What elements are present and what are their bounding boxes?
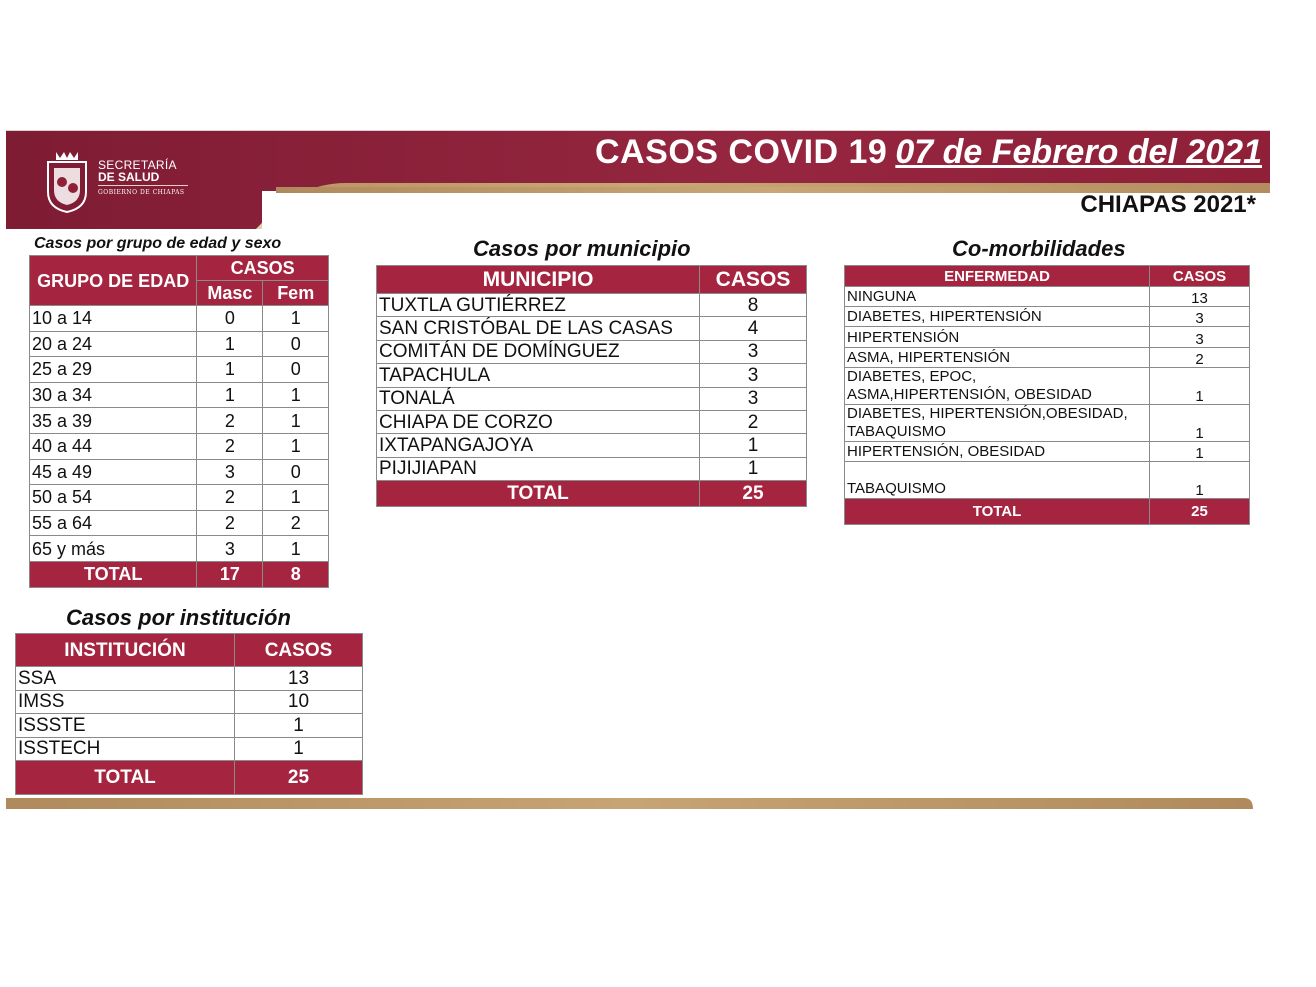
age-group-cell: 65 y más [30,536,197,562]
mun-total-cases: 25 [700,481,807,507]
age-masc-cell: 2 [197,485,263,511]
comorbilidades-table [844,265,1250,525]
institucion-row [16,714,363,738]
municipio-cases-cell: 1 [700,457,807,480]
institucion-row [16,737,363,761]
header-banner [6,130,1270,229]
age-row [30,357,329,383]
age-masc-cell: 1 [197,357,263,383]
age-fem-cell: 1 [263,382,329,408]
age-table-body [30,306,329,562]
secretaria-de-salud-logo [42,148,242,218]
age-header-cases: CASOS [197,256,329,281]
comorbilidad-name-line [847,462,1147,480]
ins-total-label: TOTAL [16,761,235,795]
institucion-row [16,690,363,714]
comorbilidad-name-cell [845,441,1150,461]
age-row [30,510,329,536]
age-group-cell: 40 a 44 [30,433,197,459]
municipio-name-cell: TUXTLA GUTIÉRREZ [377,294,700,317]
age-masc-cell: 1 [197,382,263,408]
comorbilidad-row [845,461,1250,498]
municipio-table [376,265,807,507]
logo-divider [98,185,188,186]
age-header-fem: Fem [263,281,329,306]
comorbilidad-row [845,404,1250,441]
municipio-name-cell: SAN CRISTÓBAL DE LAS CASAS [377,317,700,340]
age-fem-cell: 1 [263,433,329,459]
institucion-name-cell: SSA [16,667,235,691]
ins-total-cases: 25 [235,761,363,795]
com-total-row [845,498,1250,524]
age-group-cell: 50 a 54 [30,485,197,511]
institucion-section-title: Casos por institución [66,605,291,630]
ins-total-row [16,761,363,795]
age-header-group: GRUPO DE EDAD [30,256,197,306]
institucion-cases-cell: 13 [235,667,363,691]
municipio-name-cell: PIJIJIAPAN [377,457,700,480]
institucion-name-cell: ISSTECH [16,737,235,761]
mun-total-row [377,481,807,507]
comorbilidad-row [845,287,1250,307]
age-fem-cell: 0 [263,357,329,383]
age-row [30,433,329,459]
age-table [29,255,329,588]
comorbilidad-cases-cell: 3 [1150,307,1250,327]
comorbilidad-cases-cell: 1 [1150,367,1250,404]
municipio-cases-cell: 2 [700,410,807,433]
age-row [30,459,329,485]
age-row [30,306,329,332]
municipio-row [377,410,807,433]
comorbilidad-name-cell [845,327,1150,347]
municipio-name-cell: TAPACHULA [377,364,700,387]
age-masc-cell: 2 [197,433,263,459]
comorbilidad-cases-cell: 3 [1150,327,1250,347]
comorbilidad-name-cell [845,367,1150,404]
municipio-cases-cell: 3 [700,340,807,363]
municipio-cases-cell: 4 [700,317,807,340]
municipio-cases-cell: 1 [700,434,807,457]
age-group-cell: 10 a 14 [30,306,197,332]
comorbilidades-table-body [845,287,1250,499]
comorbilidad-name-line: TABAQUISMO [847,479,946,497]
age-group-cell: 20 a 24 [30,331,197,357]
age-row [30,485,329,511]
municipio-section-title: Casos por municipio [473,236,691,261]
municipio-row [377,387,807,410]
age-fem-cell: 0 [263,331,329,357]
age-fem-cell: 2 [263,510,329,536]
comorbilidad-name-cell [845,347,1150,367]
age-masc-cell: 1 [197,331,263,357]
age-fem-cell: 0 [263,459,329,485]
title-date: 07 de Febrero del 2021 [895,133,1262,171]
age-group-cell: 55 a 64 [30,510,197,536]
municipio-row [377,340,807,363]
comorbilidad-name-line: ASMA,HIPERTENSIÓN, OBESIDAD [847,385,1092,403]
municipio-row [377,434,807,457]
municipio-table-body [377,294,807,481]
age-row [30,536,329,562]
age-masc-cell: 3 [197,536,263,562]
mun-header-casos: CASOS [700,266,807,294]
comorbilidad-row [845,347,1250,367]
age-total-label: TOTAL [30,561,197,587]
age-masc-cell: 3 [197,459,263,485]
age-fem-cell: 1 [263,536,329,562]
comorbilidades-section-title: Co-morbilidades [952,236,1126,261]
institucion-table [15,633,363,795]
age-group-cell: 45 a 49 [30,459,197,485]
logo-line-2: DE SALUD [98,170,160,184]
age-fem-cell: 1 [263,306,329,332]
comorbilidad-name-line: HIPERTENSIÓN [847,328,960,346]
age-section-title: Casos por grupo de edad y sexo [34,235,282,252]
age-masc-cell: 2 [197,408,263,434]
municipio-name-cell: COMITÁN DE DOMÍNGUEZ [377,340,700,363]
age-masc-cell: 0 [197,306,263,332]
comorbilidad-name-line: ASMA, HIPERTENSIÓN [847,348,1011,366]
age-header-masc: Masc [197,281,263,306]
municipio-cases-cell: 3 [700,387,807,410]
municipio-cases-cell: 3 [700,364,807,387]
footer-gold-bar [6,798,1253,809]
municipio-row [377,294,807,317]
comorbilidad-cases-cell: 1 [1150,404,1250,441]
municipio-name-cell: IXTAPANGAJOYA [377,434,700,457]
comorbilidad-cases-cell: 1 [1150,441,1250,461]
municipio-cases-cell: 8 [700,294,807,317]
institucion-cases-cell: 1 [235,737,363,761]
age-total-masc: 17 [197,561,263,587]
mun-header-municipio: MUNICIPIO [377,266,700,294]
com-header-casos: CASOS [1150,266,1250,287]
ins-header-casos: CASOS [235,634,363,667]
title-text: CASOS COVID 19 [595,133,888,171]
age-fem-cell: 1 [263,408,329,434]
logo-line-1: SECRETARÍA [98,158,177,172]
age-group-cell: 30 a 34 [30,382,197,408]
institucion-cases-cell: 10 [235,690,363,714]
age-total-fem: 8 [263,561,329,587]
age-row [30,408,329,434]
comorbilidad-name-cell [845,404,1150,441]
com-header-enfermedad: ENFERMEDAD [845,266,1150,287]
comorbilidad-name-cell [845,287,1150,307]
age-group-cell: 25 a 29 [30,357,197,383]
municipio-name-cell: TONALÁ [377,387,700,410]
com-total-label: TOTAL [845,498,1150,524]
institucion-table-body [16,667,363,761]
comorbilidad-row [845,327,1250,347]
institucion-name-cell: IMSS [16,690,235,714]
municipio-row [377,364,807,387]
comorbilidad-row [845,441,1250,461]
comorbilidad-cases-cell: 1 [1150,461,1250,498]
age-row [30,382,329,408]
institucion-name-cell: ISSSTE [16,714,235,738]
municipio-row [377,457,807,480]
age-total-row [30,561,329,587]
age-group-cell: 35 a 39 [30,408,197,434]
com-total-cases: 25 [1150,498,1250,524]
ins-header-institucion: INSTITUCIÓN [16,634,235,667]
comorbilidad-name-line: TABAQUISMO [847,422,946,440]
coat-of-arms-icon [42,148,92,214]
mun-total-label: TOTAL [377,481,700,507]
comorbilidad-name-line: DIABETES, HIPERTENSIÓN [847,308,1042,326]
comorbilidad-cases-cell: 13 [1150,287,1250,307]
comorbilidad-name-line: DIABETES, HIPERTENSIÓN,OBESIDAD, [847,404,1128,422]
comorbilidad-name-cell [845,307,1150,327]
age-masc-cell: 2 [197,510,263,536]
municipio-row [377,317,807,340]
institucion-row [16,667,363,691]
comorbilidad-name-line: DIABETES, EPOC, [847,367,977,385]
comorbilidad-row [845,307,1250,327]
age-row [30,331,329,357]
municipio-name-cell: CHIAPA DE CORZO [377,410,700,433]
page-title [595,133,1262,175]
logo-line-3: GOBIERNO DE CHIAPAS [98,189,185,196]
institucion-cases-cell: 1 [235,714,363,738]
page-subtitle: CHIAPAS 2021* [1080,191,1256,218]
comorbilidad-row [845,367,1250,404]
age-fem-cell: 1 [263,485,329,511]
comorbilidad-name-line: NINGUNA [847,288,917,306]
comorbilidad-cases-cell: 2 [1150,347,1250,367]
comorbilidad-name-line: HIPERTENSIÓN, OBESIDAD [847,442,1046,460]
comorbilidad-name-cell [845,461,1150,498]
